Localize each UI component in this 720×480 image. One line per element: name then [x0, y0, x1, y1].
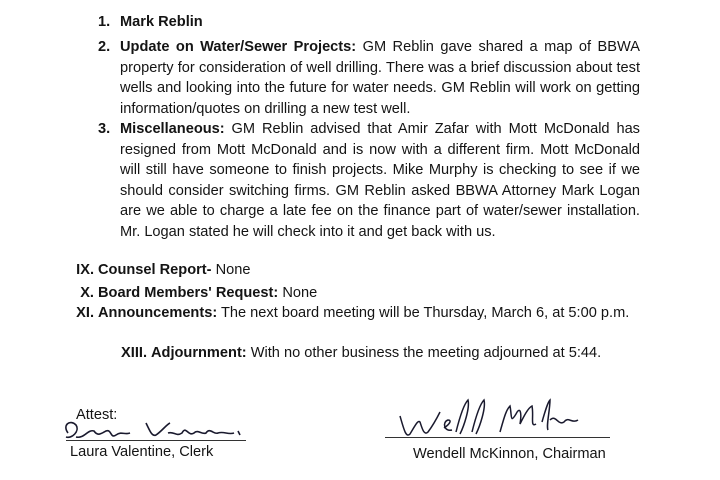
section-number: XIII.: [121, 345, 147, 361]
chairman-name: Wendell McKinnon, Chairman: [413, 446, 606, 462]
signature-line: [385, 437, 610, 438]
section-board-members-request: [80, 283, 638, 304]
section-title: Adjournment:: [151, 345, 247, 361]
item-title: Update on Water/Sewer Projects:: [120, 39, 357, 55]
section-text: None: [282, 285, 318, 301]
section-number: IX.: [76, 262, 94, 278]
section-title: Board Members' Request:: [98, 285, 279, 301]
item-title: Mark Reblin: [120, 14, 203, 30]
section-text: None: [215, 262, 251, 278]
item-number: 3.: [98, 121, 111, 137]
signature-line: [66, 440, 246, 441]
section-text: The next board meeting will be Thursday, March 6, at 5:00 p.m.: [220, 305, 630, 321]
clerk-name: Laura Valentine, Clerk: [70, 444, 214, 460]
section-counsel-report: [76, 260, 638, 281]
section-title: Announcements:: [98, 305, 218, 321]
section-announcements: [76, 303, 638, 324]
attest-label: Attest:: [76, 407, 118, 423]
item-number: 1.: [98, 14, 111, 30]
section-number: XI.: [76, 305, 94, 321]
section-text: With no other business the meeting adjourned at 5:44.: [250, 345, 602, 361]
item-3: [98, 119, 640, 242]
item-number: 2.: [98, 39, 111, 55]
item-text: GM Reblin advised that Amir Zafar with Mott McDonald has resigned from Mott McDonald and is now with a different firm. Mott McDonald will still have someone to finish projects. Mike Murphy is checking to see if we should consider switching firms. GM Reblin asked BBWA Attorney Mark Logan are we able to charge a late fee on the finance part of water/sewer installation. Mr. Logan stated he will check into it and get back with us.: [120, 121, 640, 240]
item-title: Miscellaneous:: [120, 121, 225, 137]
item-1: [98, 12, 640, 33]
section-title: Counsel Report-: [98, 262, 212, 278]
item-text: GM Reblin gave shared a map of BBWA property for consideration of well drilling. There was a brief discussion about test wells and looking into the future for water needs. GM Reblin will work on getting information/quotes on drilling a new test well.: [120, 39, 640, 117]
section-adjournment: [121, 343, 651, 364]
section-number: X.: [80, 285, 94, 301]
item-2: [98, 37, 640, 119]
